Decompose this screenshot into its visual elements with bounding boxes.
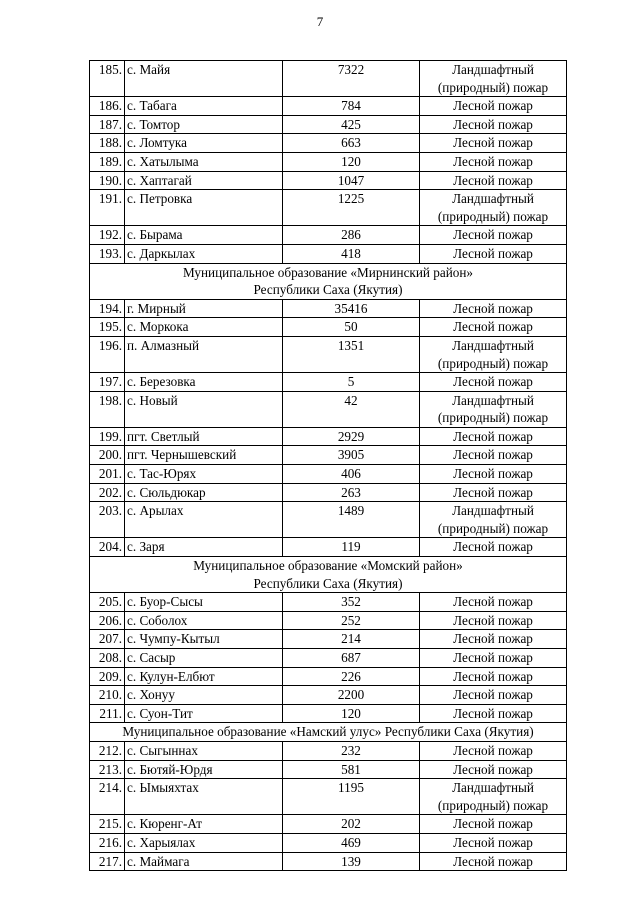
fire-type-cell: [420, 593, 567, 612]
table-row: [90, 299, 567, 318]
settlement-name-cell: г. Мирный: [125, 299, 283, 318]
population-cell: 352: [283, 593, 420, 612]
settlement-name-cell: с. Суон-Тит: [125, 704, 283, 723]
row-number-cell: 196.: [90, 336, 125, 372]
table-row: [90, 741, 567, 760]
population-cell: 42: [283, 391, 420, 427]
population-cell: 119: [283, 538, 420, 557]
fire-type-cell: [420, 704, 567, 723]
fire-type-line: Ландшафтный: [452, 392, 534, 408]
fire-type-line: Лесной пожар: [453, 816, 533, 832]
section-header-row: [90, 557, 567, 593]
settlement-name-cell: с. Бютяй-Юрдя: [125, 760, 283, 779]
row-number-cell: 198.: [90, 391, 125, 427]
settlement-name-cell: с. Маймага: [125, 852, 283, 871]
fire-type-line: Ландшафтный: [452, 503, 534, 519]
population-cell: 7322: [283, 61, 420, 97]
population-cell: 418: [283, 244, 420, 263]
fire-type-line: Лесной пожар: [453, 484, 533, 500]
fire-type-line: Лесной пожар: [453, 245, 533, 261]
settlement-name-cell: с. Новый: [125, 391, 283, 427]
population-cell: 469: [283, 833, 420, 852]
row-number-cell: 190.: [90, 171, 125, 190]
population-cell: 226: [283, 667, 420, 686]
fire-type-line: Лесной пожар: [453, 227, 533, 243]
table-row: [90, 391, 567, 427]
fire-type-cell: [420, 152, 567, 171]
fire-type-cell: [420, 760, 567, 779]
fire-type-line: Ландшафтный: [452, 191, 534, 207]
fire-type-line: Лесной пожар: [453, 116, 533, 132]
fire-type-cell: [420, 318, 567, 337]
settlement-name-cell: с. Кулун-Елбют: [125, 667, 283, 686]
section-header: [90, 723, 567, 742]
population-cell: 1225: [283, 190, 420, 226]
fire-type-cell: [420, 538, 567, 557]
population-cell: 120: [283, 152, 420, 171]
fire-type-cell: [420, 299, 567, 318]
table-row: [90, 686, 567, 705]
row-number-cell: 186.: [90, 97, 125, 116]
table-row: [90, 446, 567, 465]
row-number-cell: 193.: [90, 244, 125, 263]
table-row: [90, 852, 567, 871]
fire-type-line: Лесной пожар: [453, 705, 533, 721]
table-row: [90, 244, 567, 263]
fire-type-line: Лесной пожар: [453, 742, 533, 758]
fire-type-line: Лесной пожар: [453, 135, 533, 151]
fire-type-cell: [420, 427, 567, 446]
fire-type-line: Ландшафтный: [452, 62, 534, 77]
fire-type-cell: [420, 391, 567, 427]
row-number-cell: 185.: [90, 61, 125, 97]
settlement-name-cell: с. Хаптагай: [125, 171, 283, 190]
row-number-cell: 187.: [90, 115, 125, 134]
settlement-name-cell: с. Сыгыннах: [125, 741, 283, 760]
population-cell: 784: [283, 97, 420, 116]
settlement-name-cell: с. Харыялах: [125, 833, 283, 852]
fire-type-line: Лесной пожар: [453, 834, 533, 850]
row-number-cell: 189.: [90, 152, 125, 171]
table-row: [90, 115, 567, 134]
settlement-name-cell: с. Петровка: [125, 190, 283, 226]
table-row: [90, 538, 567, 557]
table-row: [90, 465, 567, 484]
fire-type-cell: [420, 61, 567, 97]
section-header-line: Муниципальное образование «Намский улус» Республики Саха (Якутия): [122, 724, 534, 740]
row-number-cell: 207.: [90, 630, 125, 649]
population-cell: 286: [283, 226, 420, 245]
settlement-name-cell: с. Ымыяхтах: [125, 779, 283, 815]
table-row: [90, 190, 567, 226]
row-number-cell: 202.: [90, 483, 125, 502]
settlement-name-cell: с. Моркока: [125, 318, 283, 337]
section-header-line: Муниципальное образование «Момский район»: [193, 558, 463, 574]
population-cell: 1047: [283, 171, 420, 190]
fire-type-line: Лесной пожар: [453, 374, 533, 390]
table-row: [90, 171, 567, 190]
row-number-cell: 197.: [90, 373, 125, 392]
population-cell: 139: [283, 852, 420, 871]
population-cell: 1195: [283, 779, 420, 815]
fire-type-cell: [420, 465, 567, 484]
section-header-line: Республики Саха (Якутия): [253, 575, 403, 591]
fire-type-line: Лесной пожар: [453, 172, 533, 188]
population-cell: 232: [283, 741, 420, 760]
population-cell: 1489: [283, 502, 420, 538]
row-number-cell: 208.: [90, 649, 125, 668]
population-cell: 1351: [283, 336, 420, 372]
row-number-cell: 215.: [90, 815, 125, 834]
settlements-table-body: [90, 61, 567, 871]
row-number-cell: 206.: [90, 611, 125, 630]
fire-type-cell: [420, 115, 567, 134]
table-row: [90, 483, 567, 502]
population-cell: 120: [283, 704, 420, 723]
population-cell: 2200: [283, 686, 420, 705]
fire-type-cell: [420, 97, 567, 116]
section-header-row: [90, 723, 567, 742]
fire-type-line: Лесной пожар: [453, 668, 533, 684]
table-row: [90, 152, 567, 171]
table-row: [90, 226, 567, 245]
table-row: [90, 833, 567, 852]
fire-type-line: Лесной пожар: [453, 300, 533, 316]
row-number-cell: 203.: [90, 502, 125, 538]
settlement-name-cell: с. Бырама: [125, 226, 283, 245]
fire-type-cell: [420, 815, 567, 834]
row-number-cell: 210.: [90, 686, 125, 705]
fire-type-line: (природный) пожар: [437, 208, 549, 224]
settlement-name-cell: с. Сасыр: [125, 649, 283, 668]
fire-type-line: Лесной пожар: [453, 98, 533, 114]
fire-type-cell: [420, 852, 567, 871]
population-cell: 202: [283, 815, 420, 834]
row-number-cell: 200.: [90, 446, 125, 465]
fire-type-line: Лесной пожар: [453, 539, 533, 555]
section-header-line: Республики Саха (Якутия): [253, 282, 403, 298]
settlement-name-cell: с. Табага: [125, 97, 283, 116]
table-row: [90, 779, 567, 815]
settlement-name-cell: с. Березовка: [125, 373, 283, 392]
row-number-cell: 213.: [90, 760, 125, 779]
row-number-cell: 211.: [90, 704, 125, 723]
section-header: [90, 263, 567, 299]
fire-type-line: Лесной пожар: [453, 319, 533, 335]
population-cell: 214: [283, 630, 420, 649]
settlement-name-cell: пгт. Светлый: [125, 427, 283, 446]
fire-type-cell: [420, 190, 567, 226]
fire-type-cell: [420, 244, 567, 263]
population-cell: 663: [283, 134, 420, 153]
settlement-name-cell: с. Ломтука: [125, 134, 283, 153]
settlement-name-cell: с. Хонуу: [125, 686, 283, 705]
settlement-name-cell: пгт. Чернышевский: [125, 446, 283, 465]
fire-type-line: Лесной пожар: [453, 650, 533, 665]
fire-type-line: Лесной пожар: [453, 466, 533, 482]
row-number-cell: 214.: [90, 779, 125, 815]
fire-type-cell: [420, 779, 567, 815]
row-number-cell: 204.: [90, 538, 125, 557]
table-row: [90, 336, 567, 372]
fire-type-line: (природный) пожар: [437, 797, 549, 813]
fire-type-cell: [420, 171, 567, 190]
settlement-name-cell: с. Томтор: [125, 115, 283, 134]
settlement-name-cell: с. Заря: [125, 538, 283, 557]
fire-type-line: Лесной пожар: [453, 853, 533, 869]
fire-type-cell: [420, 446, 567, 465]
row-number-cell: 201.: [90, 465, 125, 484]
population-cell: 252: [283, 611, 420, 630]
section-header-line: Муниципальное образование «Мирнинский район»: [182, 264, 473, 280]
settlement-name-cell: с. Тас-Юрях: [125, 465, 283, 484]
section-header-row: [90, 263, 567, 299]
table-row: [90, 61, 567, 97]
population-cell: 50: [283, 318, 420, 337]
settlement-name-cell: с. Кюренг-Ат: [125, 815, 283, 834]
fire-type-cell: [420, 502, 567, 538]
row-number-cell: 217.: [90, 852, 125, 871]
settlement-name-cell: с. Майя: [125, 61, 283, 97]
population-cell: 425: [283, 115, 420, 134]
settlement-name-cell: с. Сюльдюкар: [125, 483, 283, 502]
population-cell: 687: [283, 649, 420, 668]
population-cell: 3905: [283, 446, 420, 465]
fire-type-cell: [420, 630, 567, 649]
table-row: [90, 134, 567, 153]
table-row: [90, 704, 567, 723]
table-row: [90, 502, 567, 538]
fire-type-line: Лесной пожар: [453, 594, 533, 610]
table-row: [90, 630, 567, 649]
row-number-cell: 209.: [90, 667, 125, 686]
fire-type-line: Лесной пожар: [453, 761, 533, 777]
row-number-cell: 212.: [90, 741, 125, 760]
table-row: [90, 427, 567, 446]
row-number-cell: 191.: [90, 190, 125, 226]
fire-type-cell: [420, 667, 567, 686]
table-row: [90, 649, 567, 668]
section-header: [90, 557, 567, 593]
fire-type-line: Лесной пожар: [453, 612, 533, 628]
table-row: [90, 97, 567, 116]
fire-type-cell: [420, 373, 567, 392]
fire-type-cell: [420, 226, 567, 245]
fire-type-line: Ландшафтный: [452, 337, 534, 353]
population-cell: 406: [283, 465, 420, 484]
row-number-cell: 192.: [90, 226, 125, 245]
fire-type-line: Лесной пожар: [453, 687, 533, 703]
page-number: 7: [316, 14, 324, 29]
population-cell: 581: [283, 760, 420, 779]
row-number-cell: 205.: [90, 593, 125, 612]
settlement-name-cell: с. Чумпу-Кытыл: [125, 630, 283, 649]
fire-type-line: (природный) пожар: [437, 410, 549, 426]
fire-type-cell: [420, 483, 567, 502]
population-cell: 2929: [283, 427, 420, 446]
settlement-name-cell: с. Даркылах: [125, 244, 283, 263]
fire-type-cell: [420, 686, 567, 705]
table-row: [90, 593, 567, 612]
fire-type-line: (природный) пожар: [437, 520, 549, 536]
fire-type-line: Лесной пожар: [453, 631, 533, 647]
population-cell: 263: [283, 483, 420, 502]
fire-type-line: Лесной пожар: [453, 428, 533, 444]
fire-type-line: (природный) пожар: [437, 355, 549, 371]
fire-type-cell: [420, 336, 567, 372]
fire-type-cell: [420, 833, 567, 852]
fire-type-line: Лесной пожар: [453, 153, 533, 169]
row-number-cell: 194.: [90, 299, 125, 318]
row-number-cell: 216.: [90, 833, 125, 852]
table-row: [90, 611, 567, 630]
settlement-name-cell: с. Буор-Сысы: [125, 593, 283, 612]
fire-type-line: (природный) пожар: [437, 79, 549, 95]
table-row: [90, 760, 567, 779]
fire-type-cell: [420, 741, 567, 760]
population-cell: 5: [283, 373, 420, 392]
fire-type-line: Ландшафтный: [452, 780, 534, 796]
table-row: [90, 815, 567, 834]
settlement-name-cell: п. Алмазный: [125, 336, 283, 372]
table-row: [90, 318, 567, 337]
fire-type-cell: [420, 649, 567, 668]
fire-type-cell: [420, 611, 567, 630]
settlements-table: [89, 60, 567, 871]
table-row: [90, 667, 567, 686]
settlement-name-cell: с. Хатылыма: [125, 152, 283, 171]
population-cell: 35416: [283, 299, 420, 318]
table-row: [90, 373, 567, 392]
settlement-name-cell: с. Соболох: [125, 611, 283, 630]
fire-type-line: Лесной пожар: [453, 447, 533, 463]
fire-type-cell: [420, 134, 567, 153]
row-number-cell: 188.: [90, 134, 125, 153]
row-number-cell: 199.: [90, 427, 125, 446]
row-number-cell: 195.: [90, 318, 125, 337]
settlement-name-cell: с. Арылах: [125, 502, 283, 538]
